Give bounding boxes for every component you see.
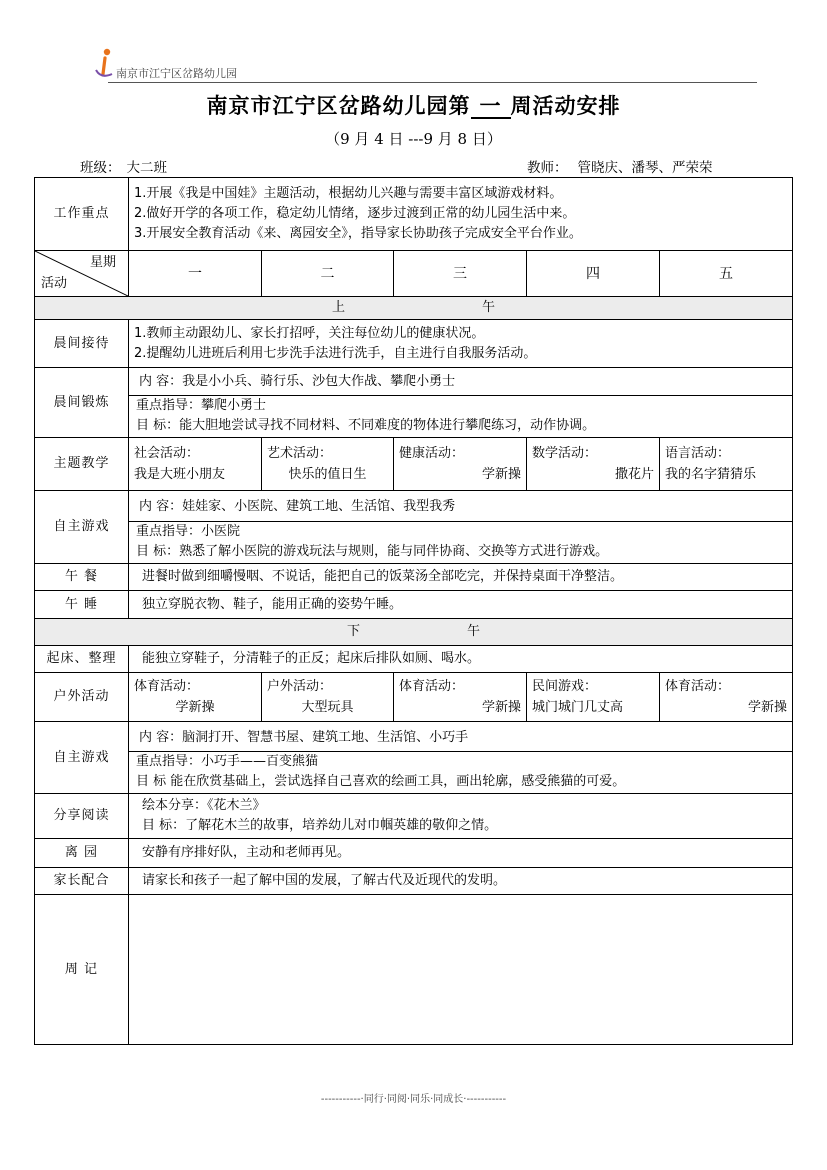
reading-label: 分享阅读 — [35, 794, 129, 839]
day-header-mon: 一 — [129, 251, 262, 297]
exercise-row — [35, 368, 793, 438]
journal-label: 周 记 — [35, 895, 129, 1045]
exercise-guidance: 重点指导：攀爬小勇士 — [136, 398, 267, 413]
page-footer: -----------·同行·同阅·同乐·同成长·----------- — [320, 1094, 507, 1105]
reading-row — [35, 794, 793, 839]
reading-goal: 目 标：了解花木兰的故事，培养幼儿对巾帼英雄的敬仰之情。 — [142, 818, 498, 833]
reception-item: 2.提醒幼儿进班后利用七步洗手法进行洗手，自主进行自我服务活动。 — [134, 345, 537, 361]
outdoor-label: 户外活动 — [35, 673, 129, 722]
day-header-tue: 二 — [262, 251, 394, 297]
reception-row — [35, 320, 793, 368]
title-week-number: 一 — [471, 95, 511, 119]
afternoon-freeplay-label: 自主游戏 — [35, 722, 129, 794]
focus-content — [129, 178, 793, 251]
afternoon-freeplay-focus-block — [129, 751, 792, 792]
reading-book: 绘本分享：《花木兰》 — [142, 798, 266, 813]
outdoor-cell-fri — [660, 673, 793, 722]
theme-cell-fri — [660, 438, 793, 491]
class-value: 大二班 — [121, 160, 211, 178]
morning-section-header — [35, 297, 793, 320]
class-label: 班级： — [80, 160, 121, 176]
kindergarten-logo-icon — [92, 46, 118, 80]
theme-type: 语言活动： — [665, 445, 731, 461]
theme-activity: 我的名字猜猜乐 — [665, 466, 757, 482]
weekly-plan-table — [34, 177, 793, 1045]
leave-row — [35, 839, 793, 868]
outdoor-cell-wed — [394, 673, 527, 722]
outdoor-cell-mon — [129, 673, 262, 722]
teacher-value: 管晓庆、潘琴、严荣荣 — [568, 160, 717, 178]
journal-row — [35, 895, 793, 1045]
header-org-name: 南京市江宁区岔路幼儿园 — [116, 67, 237, 80]
theme-activity: 撒花片 — [614, 466, 654, 482]
focus-row — [35, 178, 793, 251]
lunch-text: 进餐时做到细嚼慢咽、不说话，能把自己的饭菜汤全部吃完，并保持桌面干净整洁。 — [142, 569, 624, 584]
afternoon-freeplay-activities: 内 容：脑洞打开、智慧书屋、建筑工地、生活馆、小巧手 — [139, 729, 469, 745]
exercise-goal: 目 标：能大胆地尝试寻找不同材料、不同难度的物体进行攀爬练习，动作协调。 — [136, 418, 596, 433]
morning-freeplay-focus-block — [129, 521, 792, 562]
nap-text: 独立穿脱衣物、鞋子，能用正确的姿势午睡。 — [142, 596, 403, 612]
week-header-row — [35, 251, 793, 297]
outdoor-activity: 学新操 — [747, 699, 787, 715]
afternoon-freeplay-goal: 目 标 能在欣赏基础上，尝试选择自己喜欢的绘画工具，画出轮廓，感受熊猫的可爱。 — [136, 773, 626, 789]
lunch-label: 午 餐 — [35, 564, 129, 591]
theme-type: 健康活动： — [399, 445, 465, 461]
focus-item: 3.开展安全教育活动《来、离园安全》，指导家长协助孩子完成安全平台作业。 — [134, 226, 582, 241]
theme-row — [35, 438, 793, 491]
morning-freeplay-row — [35, 491, 793, 564]
morning-section-row — [35, 297, 793, 320]
reception-item: 1.教师主动跟幼儿、家长打招呼，关注每位幼儿的健康状况。 — [134, 325, 485, 341]
theme-cell-tue — [262, 438, 394, 491]
morning-freeplay-content — [129, 491, 793, 564]
focus-label: 工作重点 — [35, 178, 129, 251]
class-info — [80, 156, 211, 178]
teacher-label: 教师： — [527, 160, 568, 176]
focus-item: 2.做好开学的各项工作，稳定幼儿情绪，逐步过渡到正常的幼儿园生活中来。 — [134, 206, 576, 221]
header-divider — [108, 82, 757, 83]
outdoor-type: 体育活动： — [134, 678, 200, 694]
day-header-thu: 四 — [527, 251, 660, 297]
teacher-info — [527, 156, 717, 178]
outdoor-cell-thu — [527, 673, 660, 722]
outdoor-activity: 大型玩具 — [301, 699, 354, 715]
morning-freeplay-label: 自主游戏 — [35, 491, 129, 564]
logo-stroke — [103, 58, 105, 74]
exercise-label: 晨间锻炼 — [35, 368, 129, 438]
title-prefix: 南京市江宁区岔路幼儿园第 — [206, 94, 471, 118]
page-title — [0, 90, 827, 120]
theme-type: 艺术活动： — [267, 445, 333, 461]
theme-activity: 学新操 — [481, 466, 521, 482]
journal-content[interactable] — [129, 895, 793, 1045]
day-axis-label: 星期 — [89, 255, 116, 270]
day-header-fri: 五 — [660, 251, 793, 297]
morning-freeplay-goal: 目 标：熟悉了解小医院的游戏玩法与规则，能与同伴协商、交换等方式进行游戏。 — [136, 543, 609, 559]
outdoor-type: 体育活动： — [665, 678, 731, 694]
outdoor-type: 体育活动： — [399, 678, 465, 694]
afternoon-freeplay-guidance: 重点指导：小巧手——百变熊猫 — [136, 753, 319, 769]
theme-cell-mon — [129, 438, 262, 491]
activity-axis-label: 活动 — [41, 276, 68, 291]
reception-content — [129, 320, 793, 368]
page-header — [92, 46, 757, 84]
lunch-content — [129, 564, 793, 591]
afternoon-section-row — [35, 619, 793, 646]
leave-text: 安静有序排好队，主动和老师再见。 — [142, 845, 351, 860]
section-char: 午 — [466, 624, 480, 639]
nap-row — [35, 591, 793, 619]
reception-label: 晨间接待 — [35, 320, 129, 368]
theme-activity: 快乐的值日生 — [288, 466, 367, 482]
nap-label: 午 睡 — [35, 591, 129, 619]
title-suffix: 周活动安排 — [510, 94, 621, 118]
logo-dot — [104, 49, 110, 55]
afternoon-freeplay-content — [129, 722, 793, 794]
outdoor-activity: 学新操 — [175, 699, 215, 715]
section-char: 上 — [331, 300, 345, 315]
parents-text: 请家长和孩子一起了解中国的发展，了解古代及近现代的发明。 — [142, 873, 507, 888]
outdoor-activity: 城门城门几丈高 — [532, 699, 624, 715]
afternoon-freeplay-row — [35, 722, 793, 794]
exercise-focus-block — [129, 395, 792, 436]
parents-label: 家长配合 — [35, 868, 129, 895]
exercise-activities: 内 容：我是小小兵、骑行乐、沙包大作战、攀爬小勇士 — [139, 374, 456, 389]
outdoor-row — [35, 673, 793, 722]
outdoor-cell-tue — [262, 673, 394, 722]
nap-content — [129, 591, 793, 619]
leave-label: 离 园 — [35, 839, 129, 868]
wake-label: 起床、整理 — [35, 646, 129, 673]
parents-row — [35, 868, 793, 895]
morning-freeplay-guidance: 重点指导：小医院 — [136, 523, 241, 539]
section-char: 下 — [346, 624, 360, 639]
theme-label: 主题教学 — [35, 438, 129, 491]
lunch-row — [35, 564, 793, 591]
leave-content — [129, 839, 793, 868]
day-header-wed: 三 — [394, 251, 527, 297]
exercise-content — [129, 368, 793, 438]
theme-cell-wed — [394, 438, 527, 491]
week-header-corner — [35, 251, 129, 297]
theme-type: 数学活动： — [532, 445, 598, 461]
wake-content — [129, 646, 793, 673]
outdoor-type: 户外活动： — [267, 678, 333, 694]
parents-content — [129, 868, 793, 895]
outdoor-type: 民间游戏： — [532, 678, 598, 694]
wake-text: 能独立穿鞋子，分清鞋子的正反；起床后排队如厕、喝水。 — [142, 651, 481, 666]
section-char: 午 — [481, 300, 495, 315]
theme-cell-thu — [527, 438, 660, 491]
reading-content — [129, 794, 793, 839]
outdoor-activity: 学新操 — [481, 699, 521, 715]
theme-activity: 我是大班小朋友 — [134, 466, 226, 482]
morning-freeplay-activities: 内 容：娃娃家、小医院、建筑工地、生活馆、我型我秀 — [139, 498, 456, 514]
date-range: （9 月 4 日 ---9 月 8 日） — [325, 130, 502, 148]
wake-row — [35, 646, 793, 673]
focus-item: 1.开展《我是中国娃》主题活动，根据幼儿兴趣与需要丰富区域游戏材料。 — [134, 186, 563, 201]
afternoon-section-header — [35, 619, 793, 646]
theme-type: 社会活动： — [134, 445, 200, 461]
